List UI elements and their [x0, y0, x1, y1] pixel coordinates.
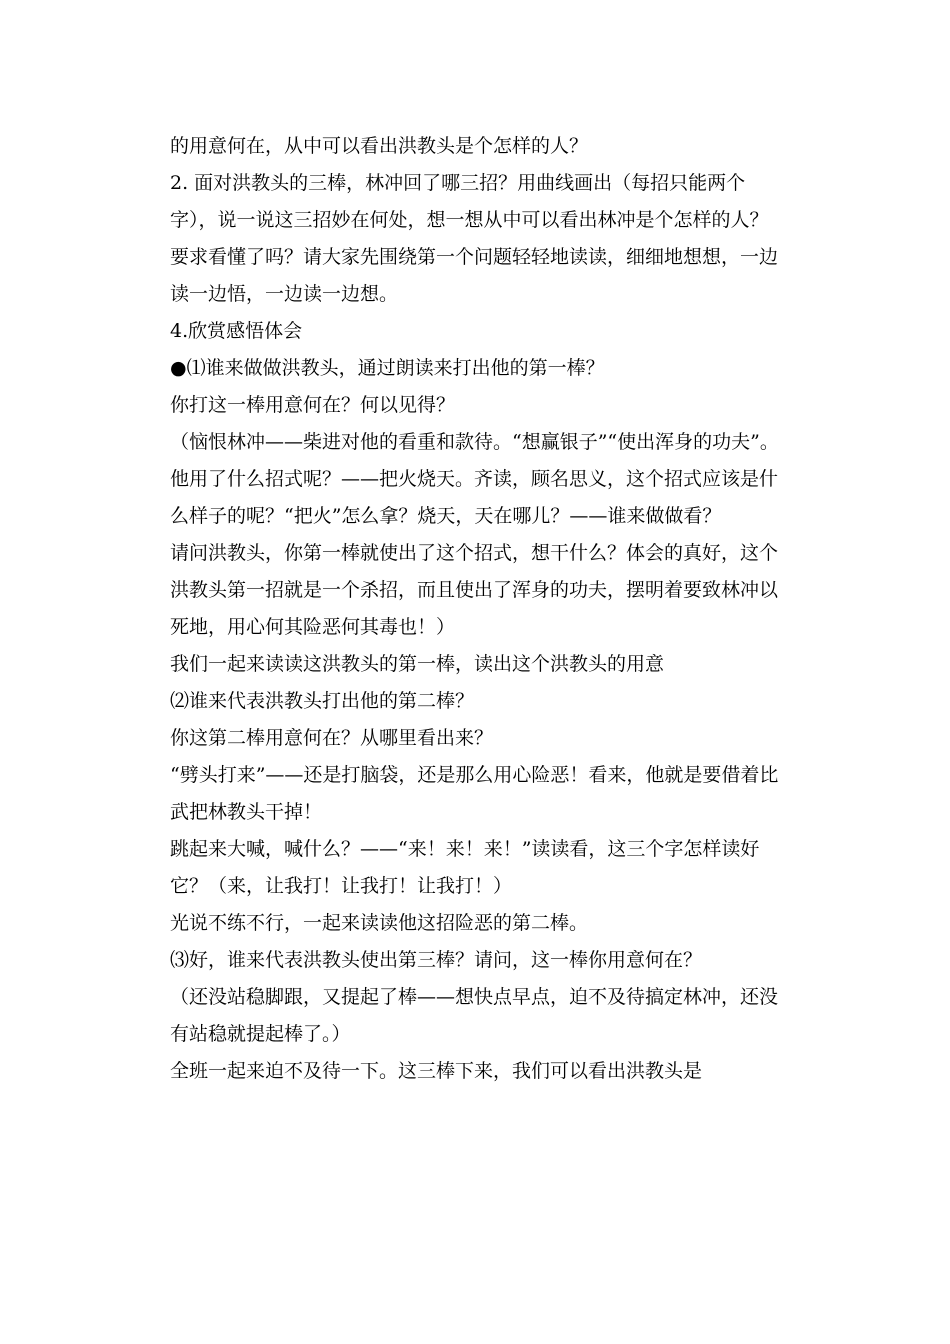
- paragraph: ●⑴谁来做做洪教头，通过朗读来打出他的第一棒？: [170, 357, 605, 379]
- paragraph: 全班一起来迫不及待一下。这三棒下来，我们可以看出洪教头是: [170, 1060, 703, 1082]
- paragraph: 你这第二棒用意何在？从哪里看出来？: [170, 727, 494, 749]
- paragraph: （恼恨林冲——柴进对他的看重和款待。“想赢银子”“使出浑身的功夫”。: [170, 431, 779, 453]
- section-heading: 4.欣赏感悟体会: [170, 320, 303, 342]
- paragraph: 2. 面对洪教头的三棒，林冲回了哪三招？用曲线画出（每招只能两个字），说一说这三招妙在何处，想一想从中可以看出林冲是个怎样的人？: [170, 172, 769, 231]
- paragraph: ⑶好，谁来代表洪教头使出第三棒？请问，这一棒你用意何在？: [170, 949, 703, 971]
- body-text: [170, 128, 780, 1090]
- paragraph: （还没站稳脚跟，又提起了棒——想快点早点，迫不及待搞定林冲，还没有站稳就提起棒了。）: [170, 986, 779, 1045]
- paragraph: 要求看懂了吗？请大家先围绕第一个问题轻轻地读读，细细地想想，一边读一边悟，一边读一边想。: [170, 246, 779, 305]
- paragraph: 的用意何在，从中可以看出洪教头是个怎样的人？: [170, 135, 589, 157]
- paragraph: 请问洪教头，你第一棒就使出了这个招式，想干什么？体会的真好，这个洪教头第一招就是一个杀招，而且使出了浑身的功夫，摆明着要致林冲以死地，用心何其险恶何其毒也！）: [170, 542, 779, 638]
- paragraph: 光说不练不行，一起来读读他这招险恶的第二棒。: [170, 912, 589, 934]
- paragraph: 我们一起来读读这洪教头的第一棒，读出这个洪教头的用意: [170, 653, 665, 675]
- paragraph: 跳起来大喊，喊什么？——“来！来！来！”读读看，这三个字怎样读好它？（来，让我打！让我打！让我打！）: [170, 838, 760, 897]
- paragraph: 你打这一棒用意何在？何以见得？: [170, 394, 456, 416]
- paragraph: “劈头打来”——还是打脑袋，还是那么用心险恶！看来，他就是要借着比武把林教头干掉！: [170, 764, 779, 823]
- paragraph: 他用了什么招式呢？——把火烧天。齐读，顾名思义，这个招式应该是什么样子的呢？“把火”怎么拿？烧天，天在哪儿？——谁来做做看？: [170, 468, 779, 527]
- paragraph: ⑵谁来代表洪教头打出他的第二棒？: [170, 690, 475, 712]
